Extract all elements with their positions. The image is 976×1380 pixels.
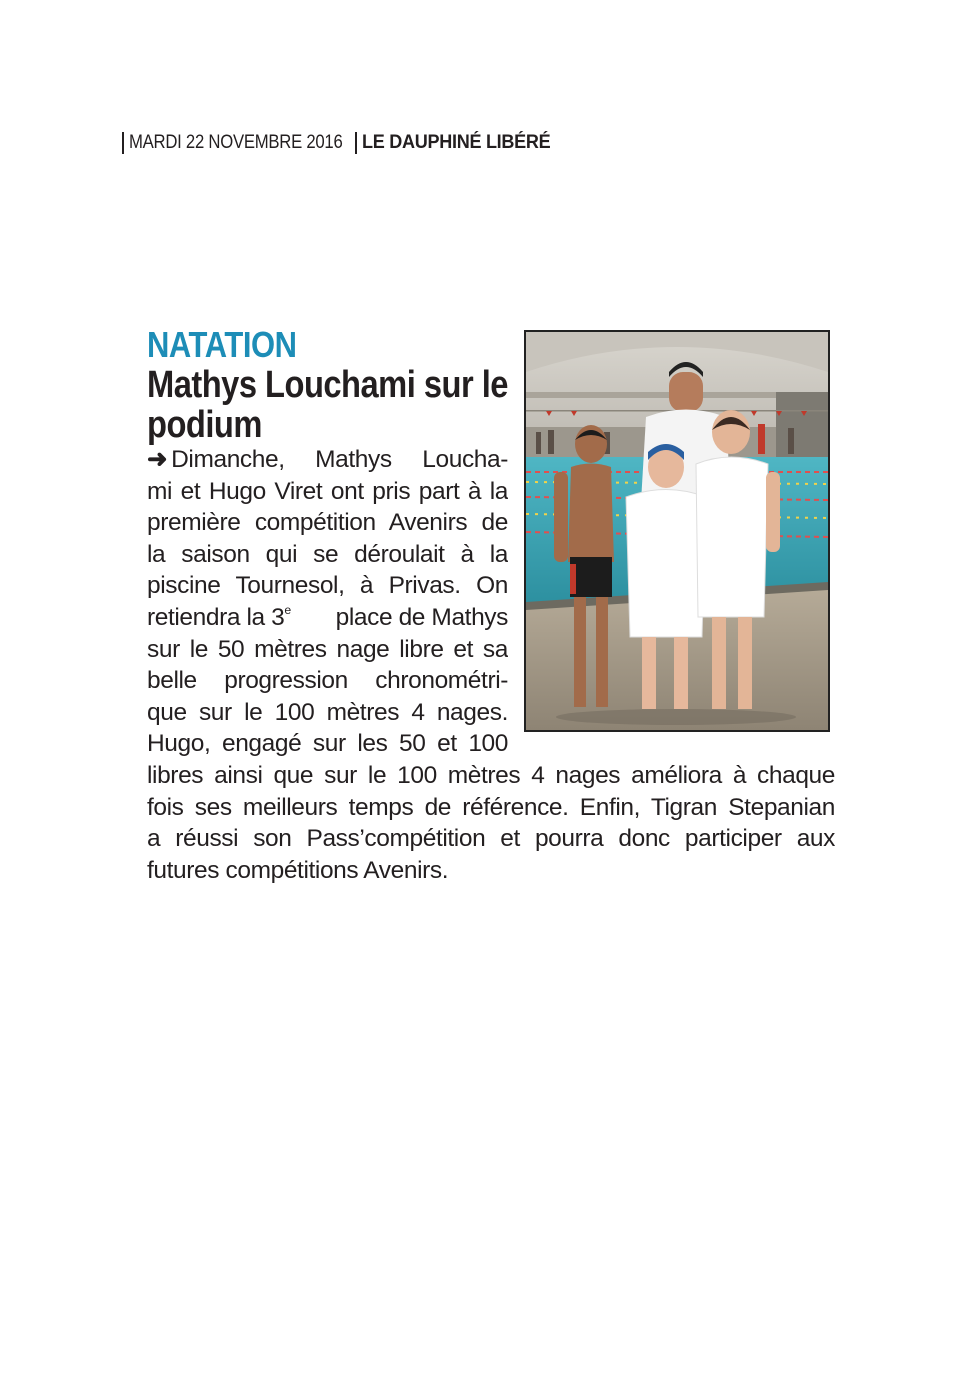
body-line: sur le 50 mètres nage libre et sa: [147, 635, 508, 663]
header-divider: [122, 132, 124, 154]
body-line: fois ses meilleurs temps de référence. Enfin, Tigran Stepanian: [147, 793, 835, 821]
article-title: Mathys Louchami sur le podium: [147, 364, 508, 446]
body-line: première compétition Avenirs de: [147, 509, 508, 537]
publication-date: MARDI 22 NOVEMBRE 2016: [129, 132, 343, 153]
body-line: retiendra la 3e place de Mathys: [147, 602, 508, 631]
body-line: Hugo, engagé sur les 50 et 100: [147, 730, 508, 758]
body-line: a réussi son Pass’compétition et pourra donc participer aux: [147, 825, 835, 853]
body-line: libres ainsi que sur le 100 mètres 4 nages améliora à chaque: [147, 761, 835, 789]
body-line: ➜ Dimanche, Mathys Loucha-: [147, 446, 508, 473]
header-divider: [355, 132, 357, 154]
body-line: mi et Hugo Viret ont pris part à la: [147, 477, 508, 505]
body-line: piscine Tournesol, à Privas. On: [147, 572, 508, 600]
newspaper-name: LE DAUPHINÉ LIBÉRÉ: [361, 132, 551, 153]
article-rubric: NATATION: [147, 324, 297, 365]
body-line: futures compétitions Avenirs.: [147, 856, 449, 884]
article-body: [147, 444, 835, 886]
body-line: que sur le 100 mètres 4 nages.: [147, 698, 508, 726]
arrow-right-icon: ➜: [147, 446, 168, 473]
body-line: belle progression chronométri-: [147, 667, 508, 695]
page-header: [117, 130, 560, 156]
body-line: la saison qui se déroulait à la: [147, 540, 508, 568]
